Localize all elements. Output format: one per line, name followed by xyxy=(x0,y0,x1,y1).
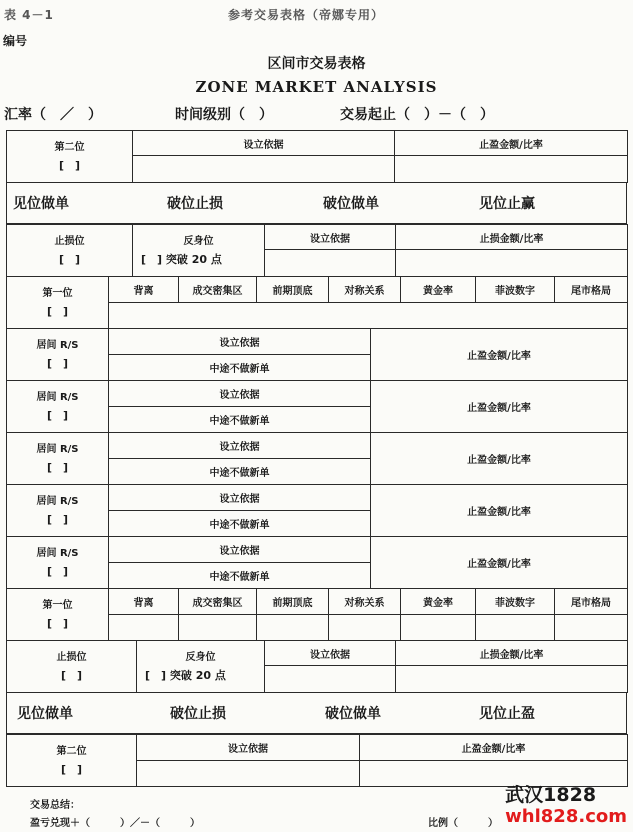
basis-label: 设立依据 xyxy=(109,381,371,407)
range-rs-label: 居间 R/S xyxy=(36,495,79,507)
summary-title: 交易总结： xyxy=(30,800,80,811)
range-rs-input[interactable]: [ ] xyxy=(46,356,69,370)
action-see-takeprofit: 见位止盈 xyxy=(479,705,535,722)
pattern-fibonacci: 菲波数字 xyxy=(476,589,555,615)
stop-loss-ratio-header: 止损金额/比率 xyxy=(396,225,628,250)
action-break-stop: 破位止损 xyxy=(170,705,226,722)
basis-label: 设立依据 xyxy=(109,485,371,511)
reverse-label: 反身位 xyxy=(183,235,214,247)
pattern-cell[interactable] xyxy=(179,615,257,641)
action-see-takeprofit: 见位止赢 xyxy=(479,195,535,212)
stop-loss-ratio-header: 止损金额/比率 xyxy=(396,641,628,666)
timeframe-field[interactable]: 时间级别（ ） xyxy=(175,107,273,123)
reverse-label: 反身位 xyxy=(185,651,216,663)
basis-header: 设立依据 xyxy=(265,641,396,666)
pattern-cell[interactable] xyxy=(476,615,555,641)
pattern-volume-zone: 成交密集区 xyxy=(179,277,257,303)
stop-reverse-block-top xyxy=(6,224,628,277)
range-rs-input[interactable]: [ ] xyxy=(46,564,69,578)
reverse-input[interactable]: [ ] xyxy=(141,252,163,266)
page-title: 区间市交易表格 xyxy=(267,56,366,72)
watermark-line1: 武汉1828 xyxy=(505,784,597,806)
no-new-order-label: 中途不做新单 xyxy=(109,563,371,589)
take-profit-label: 止盈金额/比率 xyxy=(371,381,628,433)
pattern-cell[interactable] xyxy=(109,615,179,641)
form-subtitle: 参考交易表格（帝娜专用） xyxy=(228,8,385,22)
stop-loss-input[interactable]: [ ] xyxy=(58,252,81,266)
pattern-cell[interactable] xyxy=(555,615,628,641)
pattern-prior-top-bottom: 前期顶底 xyxy=(257,277,329,303)
first-position-block-top xyxy=(6,276,628,329)
range-rs-cell xyxy=(7,433,109,485)
pattern-prior-top-bottom: 前期顶底 xyxy=(257,589,329,615)
reverse-input[interactable]: [ ] xyxy=(145,668,167,682)
first-position-input[interactable]: [ ] xyxy=(46,616,69,630)
basis-header: 设立依据 xyxy=(265,225,396,250)
ratio-field[interactable]: 比例（ ） xyxy=(428,818,498,829)
watermark-line2: whl828.com xyxy=(505,806,627,827)
take-profit-cell[interactable] xyxy=(360,761,628,787)
second-position-input[interactable]: [ ] xyxy=(58,158,81,172)
take-profit-header: 止盈金额/比率 xyxy=(395,131,628,156)
pattern-close-pattern: 尾市格局 xyxy=(555,277,628,303)
trade-range-field[interactable]: 交易起止（ ）－（ ） xyxy=(340,107,494,123)
second-position-block-bottom xyxy=(6,734,628,787)
take-profit-label: 止盈金额/比率 xyxy=(371,485,628,537)
stop-loss-cell xyxy=(7,225,133,277)
rate-field[interactable]: 汇率（ ／ ） xyxy=(4,107,102,123)
serial-label: 编号 xyxy=(3,34,28,48)
second-position-cell xyxy=(7,131,133,183)
action-row-bottom xyxy=(6,692,627,734)
pattern-golden-ratio: 黄金率 xyxy=(401,589,476,615)
no-new-order-label: 中途不做新单 xyxy=(109,459,371,485)
action-see-enter: 见位做单 xyxy=(17,705,73,722)
range-rs-block xyxy=(6,328,628,589)
second-position-cell xyxy=(7,735,137,787)
second-position-label: 第二位 xyxy=(56,745,87,757)
range-rs-label: 居间 R/S xyxy=(36,339,79,351)
stop-loss-ratio-cell[interactable] xyxy=(396,666,628,693)
no-new-order-label: 中途不做新单 xyxy=(109,355,371,381)
take-profit-label: 止盈金额/比率 xyxy=(371,537,628,589)
range-rs-label: 居间 R/S xyxy=(36,443,79,455)
range-rs-label: 居间 R/S xyxy=(36,547,79,559)
range-rs-cell xyxy=(7,381,109,433)
first-position-cell xyxy=(7,589,109,641)
pattern-close-pattern: 尾市格局 xyxy=(555,589,628,615)
basis-header: 设立依据 xyxy=(137,735,360,761)
basis-cell[interactable] xyxy=(137,761,360,787)
break-20-label: 突破 20 点 xyxy=(165,252,222,266)
basis-cell[interactable] xyxy=(265,250,396,277)
pattern-cell[interactable] xyxy=(257,615,329,641)
stop-loss-label: 止损位 xyxy=(54,235,85,247)
reverse-cell xyxy=(133,225,265,277)
take-profit-cell[interactable] xyxy=(395,156,628,183)
stop-loss-label: 止损位 xyxy=(56,651,87,663)
first-position-label: 第一位 xyxy=(42,287,73,299)
pattern-notes-cell[interactable] xyxy=(109,303,628,329)
first-position-label: 第一位 xyxy=(42,599,73,611)
pattern-divergence: 背离 xyxy=(109,589,179,615)
no-new-order-label: 中途不做新单 xyxy=(109,511,371,537)
pattern-divergence: 背离 xyxy=(109,277,179,303)
first-position-block-bottom xyxy=(6,588,628,641)
action-break-enter: 破位做单 xyxy=(323,195,379,212)
stop-loss-input[interactable]: [ ] xyxy=(60,668,83,682)
range-rs-label: 居间 R/S xyxy=(36,391,79,403)
pattern-cell[interactable] xyxy=(401,615,476,641)
site-watermark xyxy=(505,784,627,828)
range-rs-input[interactable]: [ ] xyxy=(46,460,69,474)
pnl-field[interactable]: 盈亏兑现＋（ ）／－（ ） xyxy=(30,818,200,829)
pattern-volume-zone: 成交密集区 xyxy=(179,589,257,615)
range-rs-input[interactable]: [ ] xyxy=(46,408,69,422)
basis-cell[interactable] xyxy=(265,666,396,693)
pattern-symmetry: 对称关系 xyxy=(329,589,401,615)
second-position-input[interactable]: [ ] xyxy=(60,762,83,776)
table-number: 表 4－1 xyxy=(4,8,54,22)
action-see-enter: 见位做单 xyxy=(13,195,69,212)
second-position-block-top xyxy=(6,130,628,183)
pattern-fibonacci: 菲波数字 xyxy=(476,277,555,303)
reverse-cell xyxy=(137,641,265,693)
action-break-enter: 破位做单 xyxy=(325,705,381,722)
basis-label: 设立依据 xyxy=(109,329,371,355)
stop-loss-cell xyxy=(7,641,137,693)
range-rs-cell xyxy=(7,329,109,381)
first-position-input[interactable]: [ ] xyxy=(46,304,69,318)
basis-label: 设立依据 xyxy=(109,433,371,459)
first-position-cell xyxy=(7,277,109,329)
pattern-golden-ratio: 黄金率 xyxy=(401,277,476,303)
range-rs-cell xyxy=(7,485,109,537)
range-rs-cell xyxy=(7,537,109,589)
action-row-top xyxy=(6,182,627,224)
basis-label: 设立依据 xyxy=(109,537,371,563)
break-20-label: 突破 20 点 xyxy=(169,668,226,682)
stop-loss-ratio-cell[interactable] xyxy=(396,250,628,277)
take-profit-header: 止盈金额/比率 xyxy=(360,735,628,761)
second-position-label: 第二位 xyxy=(54,141,85,153)
basis-header: 设立依据 xyxy=(133,131,395,156)
pattern-cell[interactable] xyxy=(329,615,401,641)
take-profit-label: 止盈金额/比率 xyxy=(371,433,628,485)
pattern-symmetry: 对称关系 xyxy=(329,277,401,303)
stop-reverse-block-bottom xyxy=(6,640,628,693)
take-profit-label: 止盈金额/比率 xyxy=(371,329,628,381)
range-rs-input[interactable]: [ ] xyxy=(46,512,69,526)
page-title-english: ZONE MARKET ANALYSIS xyxy=(195,78,438,96)
action-break-stop: 破位止损 xyxy=(167,195,223,212)
basis-cell[interactable] xyxy=(133,156,395,183)
no-new-order-label: 中途不做新单 xyxy=(109,407,371,433)
